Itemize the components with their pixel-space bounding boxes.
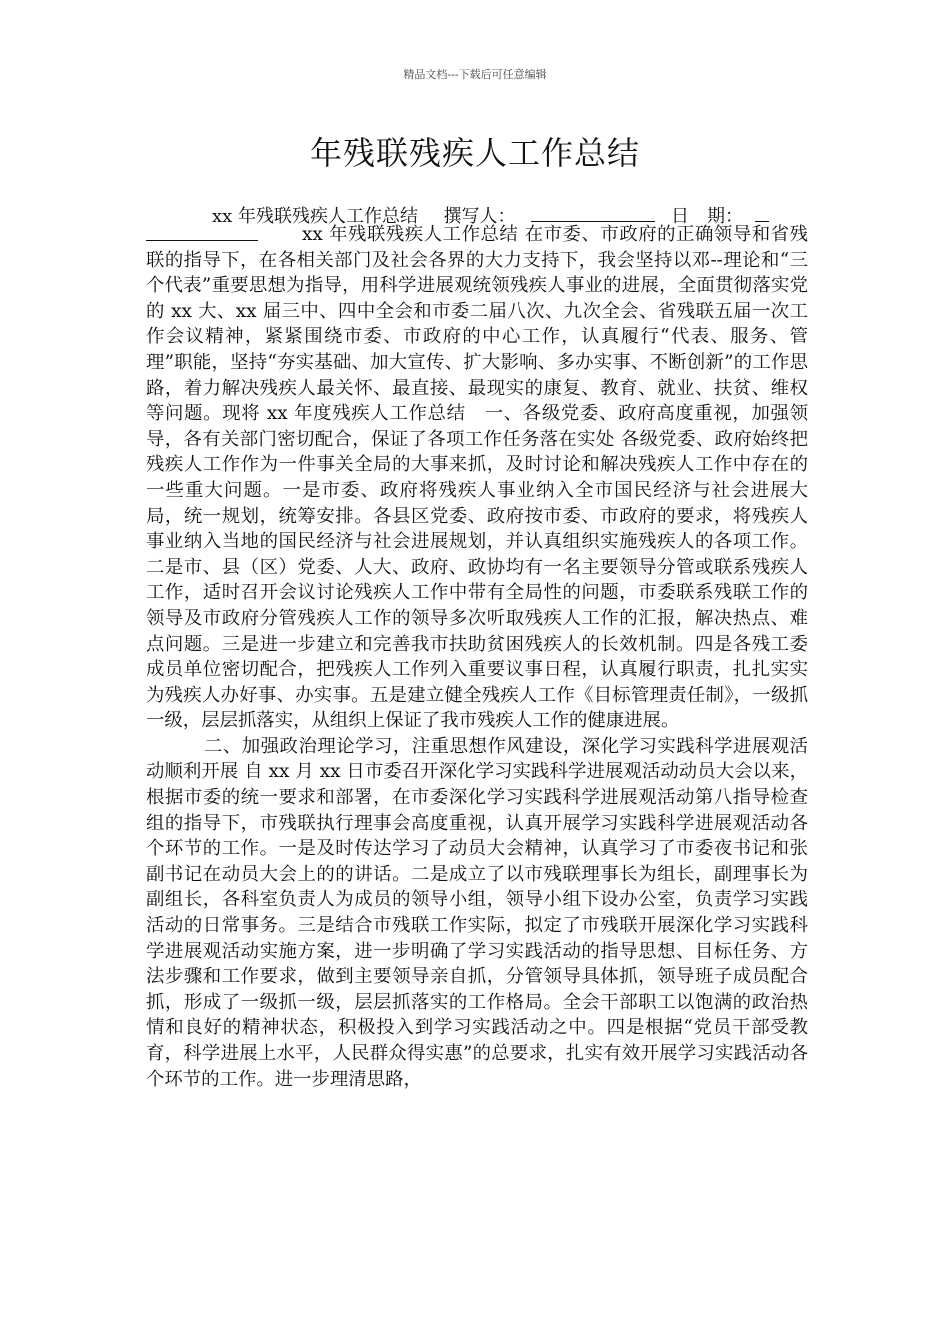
summary-label: xx 年残联残疾人工作总结 [212,206,419,227]
date-blank [755,205,769,222]
author-label: 撰写人： [443,206,516,227]
author-blank [531,205,655,222]
document-body [146,222,808,1092]
document-title: 年残联残疾人工作总结 [309,134,640,172]
header-note: 精品文档---下载后可任意编辑 [403,68,547,81]
paragraph-2: 二、加强政治理论学习，注重思想作风建设，深化学习实践科学进展观活动顺利开展 自 xx 月 xx 日市委召开深化学习实践科学进展观活动动员大会以来，根据市委的统一要求和部署，在市委深化学习实践科学进展观活动第八指导检查组的指导下，市残联执行理事会高度重视，认真开展学习实践科学进展观活动各个环节的工作。一是及时传达学习了动员大会精神，认真学习了市委夜书记和张副书记在动员大会上的的讲话。二是成立了以市残联理事长为组长，副理事长为副组长，各科室负责人为成员的领导小组，领导小组下设办公室，负责学习实践活动的日常事务。三是结合市残联工作实际，拟定了市残联开展深化学习实践科学进展观活动实施方案，进一步明确了学习实践活动的指导思想、目标任务、方法步骤和工作要求，做到主要领导亲自抓，分管领导具体抓，领导班子成员配合抓，形成了一级抓一级，层层抓落实的工作格局。全会干部职工以饱满的政治热情和良好的精神状态，积极投入到学习实践活动之中。四是根据“党员干部受教育，科学进展上水平，人民群众得实惠”的总要求，扎实有效开展学习实践活动各个环节的工作。进一步理清思路， [146,735,808,1090]
date-label: 日 期： [670,206,743,227]
paragraph-1: xx 年残联残疾人工作总结 在市委、市政府的正确领导和省残联的指导下，在各相关部门及社会各界的大力支持下，我会坚持以邓--理论和“三个代表”重要思想为指导，用科学进展观统领残疾人事业的进展，全面贯彻落实党的 xx 大、xx 届三中、四中全会和市委二届八次、九次全会、省残联五届一次工作会议精神，紧紧围绕市委、市政府的中心工作，认真履行“代表、服务、管理”职能，坚持“夯实基础、加大宣传、扩大影响、多办实事、不断创新”的工作思路，着力解决残疾人最关怀、最直接、最现实的康复、教育、就业、扶贫、维权等问题。现将 xx 年度残疾人工作总结 一、各级党委、政府高度重视，加强领导，各有关部门密切配合，保证了各项工作任务落在实处 各级党委、政府始终把残疾人工作作为一件事关全局的大事来抓，及时讨论和解决残疾人工作中存在的一些重大问题。一是市委、政府将残疾人事业纳入全市国民经济与社会进展大局，统一规划，统筹安排。各县区党委、政府按市委、市政府的要求，将残疾人事业纳入当地的国民经济与社会进展规划，并认真组织实施残疾人的各项工作。二是市、县（区）党委、人大、政府、政协均有一名主要领导分管或联系残疾人工作，适时召开会议讨论残疾人工作中带有全局性的问题，市委联系残联工作的领导及市政府分管残疾人工作的领导多次听取残疾人工作的汇报，解决热点、难点问题。三是进一步建立和完善我市扶助贫困残疾人的长效机制。四是各残工委成员单位密切配合，把残疾人工作列入重要议事日程，认真履行职责，扎扎实实为残疾人办好事、办实事。五是建立健全残疾人工作《目标管理责任制》，一级抓一级，层层抓落实，从组织上保证了我市残疾人工作的健康进展。 [146,224,808,732]
